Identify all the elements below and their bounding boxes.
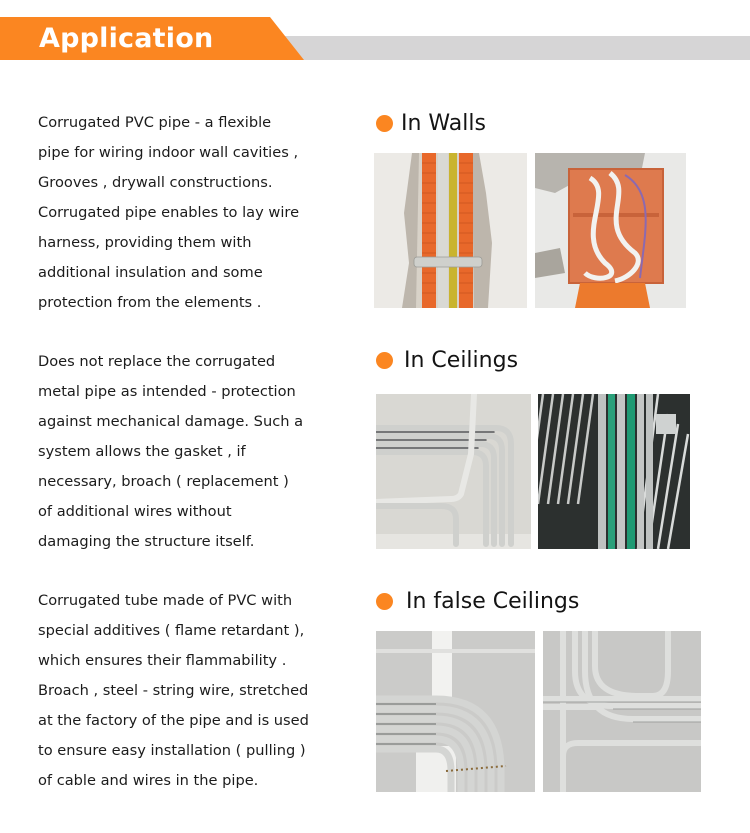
paragraph-line: protection from the elements .: [38, 294, 262, 311]
paragraph-line: Corrugated PVC pipe - a flexible: [38, 114, 272, 131]
paragraph-line: metal pipe as intended - protection: [38, 383, 296, 400]
paragraph-line: to ensure easy installation ( pulling ): [38, 742, 306, 759]
photo-false-ceilings-bundle: [376, 631, 535, 792]
orange-dot-icon: [376, 352, 393, 369]
paragraph-line: Corrugated pipe enables to lay wire: [38, 204, 300, 221]
section-title: In Walls: [401, 111, 486, 136]
paragraph-line: against mechanical damage. Such a: [38, 413, 304, 430]
paragraph-line: additional insulation and some: [38, 264, 263, 281]
paragraph-line: Corrugated tube made of PVC with: [38, 592, 293, 609]
photo-walls-junction-box: [535, 153, 686, 308]
paragraph-line: at the factory of the pipe and is used: [38, 712, 309, 729]
description-paragraph-walls: [38, 108, 358, 318]
paragraph-line: harness, providing them with: [38, 234, 252, 251]
orange-dot-icon: [376, 115, 393, 132]
photo-ceilings-dark-deck: [538, 394, 690, 549]
description-paragraph-false-ceilings: [38, 586, 358, 796]
section-title: In Ceilings: [404, 348, 519, 373]
section-heading-walls: [376, 111, 486, 136]
orange-dot-icon: [376, 593, 393, 610]
photo-false-ceilings-slab: [543, 631, 701, 792]
page-title: Application: [39, 23, 214, 54]
paragraph-line: Grooves , drywall constructions.: [38, 174, 273, 191]
section-heading-ceilings: [376, 348, 518, 373]
paragraph-line: pipe for wiring indoor wall cavities ,: [38, 144, 299, 161]
paragraph-line: damaging the structure itself.: [38, 533, 255, 550]
paragraph-line: Does not replace the corrugated: [38, 353, 276, 370]
header-gray-bar: [280, 36, 750, 60]
paragraph-line: of cable and wires in the pipe.: [38, 772, 259, 789]
section-header: [0, 0, 750, 70]
photo-walls-conduits: [374, 153, 527, 308]
paragraph-line: system allows the gasket , if: [38, 443, 246, 460]
photo-ceilings-conduits: [376, 394, 531, 549]
paragraph-line: of additional wires without: [38, 503, 232, 520]
paragraph-line: special additives ( flame retardant ),: [38, 622, 305, 639]
description-paragraph-ceilings: [38, 347, 358, 557]
paragraph-line: necessary, broach ( replacement ): [38, 473, 289, 490]
paragraph-line: which ensures their flammability .: [38, 652, 287, 669]
section-heading-false-ceilings: [376, 589, 579, 614]
paragraph-line: Broach , steel - string wire, stretched: [38, 682, 309, 699]
section-title: In false Ceilings: [406, 589, 580, 614]
